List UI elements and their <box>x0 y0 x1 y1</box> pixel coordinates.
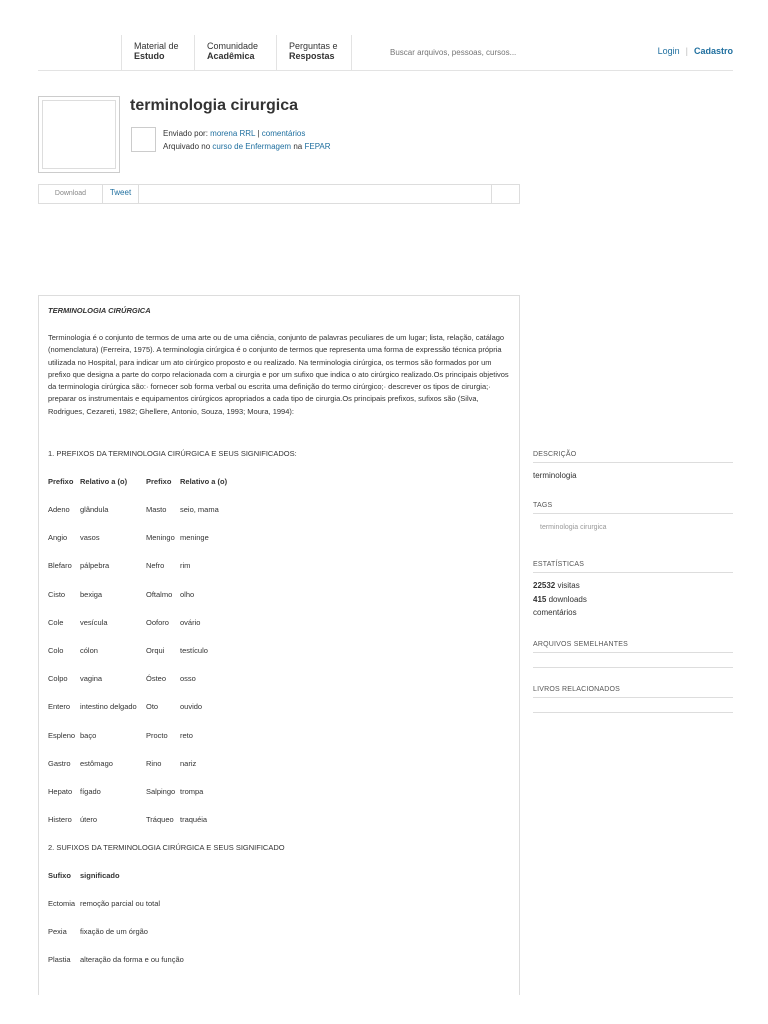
table-cell: bexiga <box>80 589 103 599</box>
table-cell: útero <box>80 815 98 825</box>
downloads-stat <box>533 593 733 607</box>
table-cell: Procto <box>146 730 168 740</box>
archived-line <box>163 140 331 153</box>
table-cell: trompa <box>180 787 204 796</box>
table-row <box>48 673 348 685</box>
page-title: terminologia cirurgica <box>130 97 299 114</box>
table-row <box>48 954 348 966</box>
table-cell: fígado <box>80 787 101 796</box>
table-cell: Oftalmo <box>146 589 173 599</box>
nav-label-line2: Estudo <box>134 51 165 61</box>
table-cell: ovário <box>180 617 201 627</box>
table-row <box>48 560 348 572</box>
document-heading: TERMINOLOGIA CIRÚRGICA <box>48 306 151 315</box>
course-link[interactable]: curso de Enfermagem <box>212 142 292 151</box>
section-prefixes-title: 1. PREFIXOS DA TERMINOLOGIA CIRÚRGICA E SEUS SIGNIFICADOS: <box>48 449 297 458</box>
header-significado: significado <box>80 871 120 880</box>
nav-material-estudo[interactable] <box>121 35 194 71</box>
download-button[interactable]: Download <box>39 185 103 203</box>
register-link[interactable]: Cadastro <box>693 46 733 56</box>
header-prefix: Prefixo <box>48 477 74 486</box>
table-row <box>48 730 348 742</box>
table-cell: Plastia <box>48 955 71 965</box>
table-row <box>48 758 348 770</box>
suffix-table-header <box>48 870 348 882</box>
login-link[interactable]: Login <box>657 46 680 56</box>
table-row <box>48 898 348 910</box>
table-cell: testículo <box>180 646 208 655</box>
table-cell: Ectomia <box>48 899 76 908</box>
table-cell: osso <box>180 674 196 684</box>
table-cell: Colo <box>48 646 64 655</box>
downloads-count: 415 <box>533 594 547 604</box>
comments-stat: comentários <box>533 608 577 617</box>
section-suffixes-title: 2. SUFIXOS DA TERMINOLOGIA CIRÚRGICA E SEUS SIGNIFICADO <box>48 843 285 852</box>
table-cell: Oto <box>146 702 159 712</box>
table-row <box>48 645 348 657</box>
sidebar-tags <box>533 502 733 531</box>
header-relativo: Relativo a (o) <box>80 477 128 486</box>
intro-paragraph: Terminologia é o conjunto de termos de uma arte ou de uma ciência, conjunto de palavras peculiares de um lugar; lista, relação, catálago (nomenclatura) (Ferreira, 1975). A terminologia cirúrgica é o conjunto de termos que representa uma forma de expressão técnica própria utilizada no Hospital, para indicar um ato cirúrgico proposto e ou realizado. Na terminologia cirúrgica, os termos são formados por um prefixo que designa a parte do corpo relacionada com a cirurgia e por um sufixo que indica o ato cirúrgico realizado.Os principais objetivos da terminologia cirúrgica são:· fornecer sob forma verbal ou escrita uma definição do termo cirúrgico;· descrever os tipos de cirurgia;· preparar os instrumentais e equipamentos cirúrgicos apropriados a cada tipo de cirurgia.Os principais prefixos, sufixos são (Silva, Rodrigues, Cezareti, 1982; Ghellere, Antonio, Souza, 1993; Moura, 1994): <box>48 333 509 416</box>
nav-comunidade-academica[interactable] <box>194 35 276 71</box>
table-cell: intestino delgado <box>80 702 137 712</box>
table-cell: reto <box>180 730 193 740</box>
statistics-heading: ESTATÍSTICAS <box>533 561 733 573</box>
description-heading: DESCRIÇÃO <box>533 451 733 463</box>
thumbnail-frame <box>42 100 116 169</box>
table-row <box>48 532 348 544</box>
similar-files-list <box>533 653 733 667</box>
sent-by-line <box>163 127 331 140</box>
divider <box>533 667 733 668</box>
related-books-heading: LIVROS RELACIONADOS <box>533 686 733 698</box>
description-text: terminologia <box>533 471 577 480</box>
nav-label-line2: Acadêmica <box>207 51 255 61</box>
table-cell: Salpingo <box>146 787 176 796</box>
table-cell: alteração da forma e ou função <box>80 955 184 965</box>
table-cell: Hepato <box>48 787 73 796</box>
table-cell: Adeno <box>48 505 70 514</box>
table-cell: Rino <box>146 758 162 768</box>
table-cell: Histero <box>48 815 72 825</box>
table-cell: Colpo <box>48 674 68 684</box>
table-row <box>48 617 348 629</box>
table-cell: estômago <box>80 758 113 768</box>
visits-stat <box>533 579 733 593</box>
nav-label-line2: Respostas <box>289 51 335 61</box>
table-cell: seio, mama <box>180 505 219 514</box>
sidebar-related-books <box>533 686 733 713</box>
table-cell: traquéia <box>180 815 208 825</box>
table-cell: Nefro <box>146 561 165 571</box>
meta-separator: | <box>257 129 260 138</box>
table-cell: vagina <box>80 674 103 684</box>
table-row <box>48 926 348 938</box>
auth-links <box>658 46 733 56</box>
table-cell: Tráqueo <box>146 815 174 825</box>
comments-link[interactable]: comentários <box>261 129 306 138</box>
table-row <box>48 589 348 601</box>
table-cell: cólon <box>80 646 98 655</box>
header-suffix: Sufixo <box>48 871 71 880</box>
statistics-values <box>533 573 733 620</box>
table-cell: pálpebra <box>80 561 110 571</box>
nav-label-line1: Perguntas e <box>289 41 338 51</box>
table-cell: rim <box>180 561 191 571</box>
tags-heading: TAGS <box>533 502 733 514</box>
table-cell: vesícula <box>80 617 108 627</box>
search-input[interactable] <box>390 48 660 57</box>
divider <box>533 712 733 713</box>
table-cell: Angio <box>48 533 68 543</box>
visits-count: 22532 <box>533 581 556 590</box>
table-cell: meninge <box>180 533 209 543</box>
table-cell: Espleno <box>48 730 76 740</box>
sidebar-statistics <box>533 561 733 620</box>
table-cell: vasos <box>80 533 100 543</box>
top-navigation <box>38 35 733 71</box>
table-cell: ouvido <box>180 702 203 712</box>
sidebar-description <box>533 451 733 483</box>
table-cell: nariz <box>180 758 197 768</box>
table-cell: Cisto <box>48 589 66 599</box>
document-thumbnail[interactable] <box>38 96 120 173</box>
table-cell: Masto <box>146 505 167 514</box>
table-cell: baço <box>80 730 97 740</box>
table-cell: Ooforo <box>146 617 169 627</box>
document-viewer <box>38 295 520 995</box>
table-cell: glândula <box>80 505 109 514</box>
nav-label-line1: Material de <box>134 41 179 51</box>
table-cell: fixação de um órgão <box>80 927 148 937</box>
table-row <box>48 701 348 713</box>
table-cell: Entero <box>48 702 71 712</box>
archived-label: Arquivado no <box>163 142 211 151</box>
table-cell: olho <box>180 589 195 599</box>
table-row <box>48 786 348 798</box>
prefix-table-header <box>48 476 348 488</box>
header-relativo: Relativo a (o) <box>180 477 228 486</box>
table-cell: Cole <box>48 617 64 627</box>
author-link[interactable]: morena RRL <box>210 129 256 138</box>
table-cell: Blefaro <box>48 561 72 571</box>
table-row <box>48 504 348 516</box>
avatar[interactable] <box>131 127 156 152</box>
table-cell: Meningo <box>146 533 175 543</box>
table-cell: Pexia <box>48 927 67 937</box>
sent-by-label: Enviado por: <box>163 129 208 138</box>
nav-perguntas-respostas[interactable] <box>276 35 352 71</box>
visits-label: visitas <box>557 581 580 590</box>
table-cell: remoção parcial ou total <box>80 899 161 908</box>
table-cell: Ósteo <box>146 674 167 684</box>
nav-label-line1: Comunidade <box>207 41 259 51</box>
table-row <box>48 814 348 826</box>
table-cell: Gastro <box>48 758 71 768</box>
institution-link[interactable]: FEPAR <box>304 142 331 151</box>
related-books-list <box>533 698 733 712</box>
similar-files-heading: ARQUIVOS SEMELHANTES <box>533 641 733 653</box>
action-bar <box>38 184 520 204</box>
share-button[interactable] <box>491 185 519 203</box>
document-meta <box>163 127 331 153</box>
sidebar-similar-files <box>533 641 733 668</box>
header-prefix: Prefixo <box>146 477 172 486</box>
tag-link[interactable]: terminologia cirurgica <box>540 524 607 531</box>
table-cell: Orqui <box>146 646 165 655</box>
in-label: na <box>293 142 303 151</box>
downloads-label: downloads <box>548 594 587 604</box>
tweet-button[interactable]: Tweet <box>103 185 139 203</box>
auth-divider: | <box>685 46 688 56</box>
